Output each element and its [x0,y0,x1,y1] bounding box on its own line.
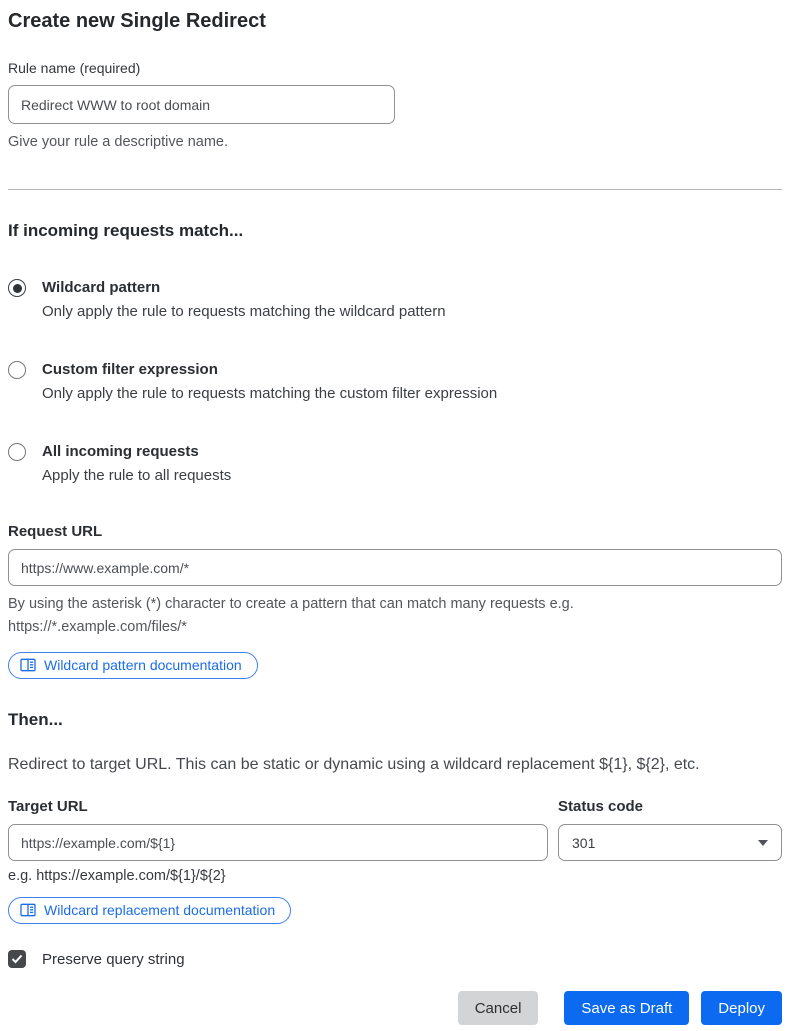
wildcard-replacement-docs-button[interactable] [8,897,291,924]
target-fields-row [8,798,782,884]
rule-name-label: Rule name (required) [8,60,141,76]
open-book-icon [20,658,36,672]
wildcard-pattern-docs-button[interactable] [8,652,258,679]
radio-option-custom-filter[interactable] [8,360,782,404]
request-url-helper-line1: By using the asterisk (*) character to create a pattern that can match many requests e.g. [8,596,574,612]
footer-actions [8,991,782,1025]
rule-name-input[interactable] [8,85,395,124]
target-url-label: Target URL [8,798,88,815]
radio-button-selected[interactable] [8,279,26,297]
docs-button-label: Wildcard replacement documentation [44,902,276,918]
rule-name-helper: Give your rule a descriptive name. [8,134,229,150]
page-title: Create new Single Redirect [8,10,266,32]
radio-description: Only apply the rule to requests matching the wildcard pattern [42,303,446,320]
open-book-icon [20,903,36,917]
radio-description: Apply the rule to all requests [42,467,232,484]
chevron-down-icon [758,840,768,846]
request-url-helper-line2: https://*.example.com/files/* [8,619,187,635]
radio-label: Custom filter expression [42,361,218,378]
match-section-heading: If incoming requests match... [8,221,244,240]
request-url-label: Request URL [8,523,103,540]
radio-button[interactable] [8,443,26,461]
radio-label: All incoming requests [42,443,199,460]
deploy-button[interactable]: Deploy [701,991,782,1025]
target-url-input[interactable] [8,824,548,861]
docs-button-label: Wildcard pattern documentation [44,657,242,673]
preserve-query-row[interactable] [8,950,782,968]
radio-option-wildcard-pattern[interactable] [8,278,782,322]
preserve-query-label: Preserve query string [42,950,185,968]
section-divider [8,189,782,190]
radio-description: Only apply the rule to requests matching the custom filter expression [42,385,498,402]
cancel-button[interactable]: Cancel [458,991,539,1025]
request-url-input[interactable] [8,549,782,586]
target-url-helper: e.g. https://example.com/${1}/${2} [8,868,226,884]
checkmark-icon [11,954,23,964]
status-code-select[interactable] [558,824,782,861]
request-url-helper [8,593,782,639]
status-code-value: 301 [572,834,596,851]
save-as-draft-button[interactable]: Save as Draft [564,991,689,1025]
radio-label: Wildcard pattern [42,279,161,296]
status-code-label: Status code [558,798,644,815]
radio-option-all-requests[interactable] [8,442,782,486]
then-section-description: Redirect to target URL. This can be static or dynamic using a wildcard replacement ${1}, ${2}, etc. [8,756,700,773]
then-section-heading: Then... [8,710,63,729]
preserve-query-checkbox[interactable] [8,950,26,968]
match-type-radio-group [8,278,782,486]
radio-button[interactable] [8,361,26,379]
